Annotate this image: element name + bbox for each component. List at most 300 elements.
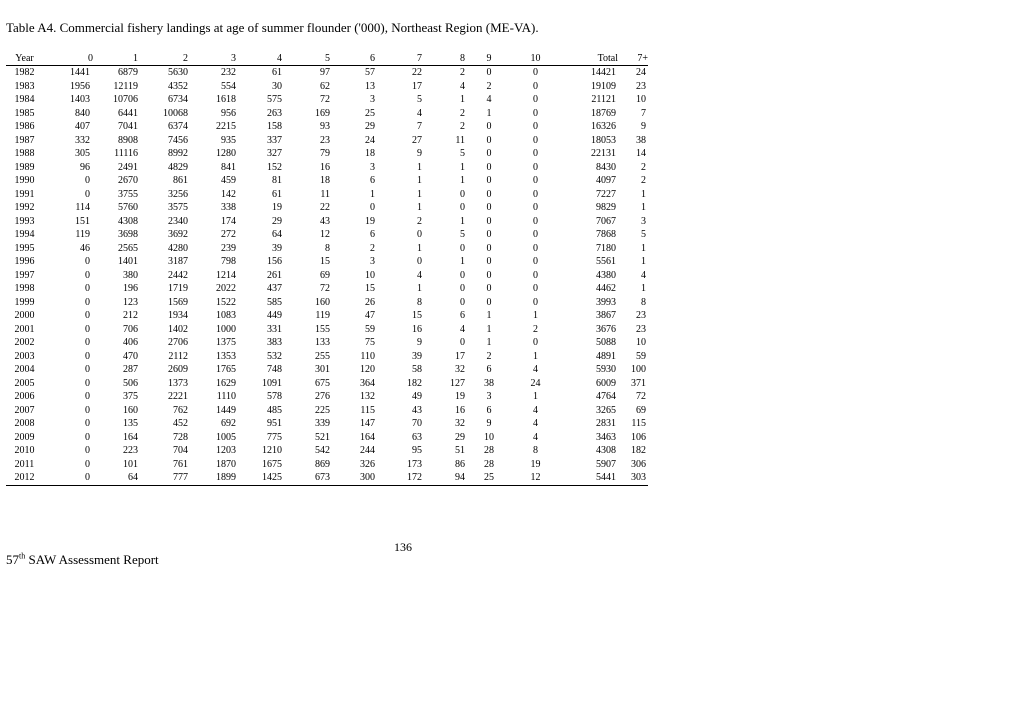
cell-c6: 29	[365, 121, 375, 132]
cell-c5: 673	[282, 471, 330, 485]
cell-c5: 542	[315, 445, 330, 456]
cell-c8: 5	[460, 148, 465, 159]
cell-c6: 164	[360, 431, 375, 443]
cell-c7: 5	[417, 94, 422, 105]
cell-c3: 232	[221, 67, 236, 78]
cell-c8: 32	[455, 418, 465, 429]
cell-c1: 706	[123, 323, 138, 335]
cell-c7p: 1	[641, 188, 646, 200]
cell-c3: 692	[221, 418, 236, 429]
cell-c4: 64	[272, 229, 282, 240]
footer-superscript: th	[19, 551, 26, 561]
cell-year: 2004	[14, 364, 35, 375]
cell-c5: 22	[320, 202, 330, 213]
cell-year: 1994	[14, 229, 35, 240]
cell-c6: 6	[370, 175, 375, 186]
cell-c0: 0	[85, 350, 90, 362]
cell-c9: 1	[486, 310, 492, 321]
cell-c10: 0	[533, 121, 538, 132]
cell-c9: 0	[486, 215, 492, 227]
cell-c9: 3	[486, 391, 492, 402]
cell-c6: 147	[360, 418, 375, 429]
cell-c10: 24	[530, 377, 541, 389]
cell-year: 1982	[14, 67, 35, 78]
cell-year: 2008	[14, 418, 35, 429]
cell-total: 4097	[596, 175, 616, 186]
cell-c7: 172	[375, 471, 422, 485]
cell-c10: 0	[533, 107, 538, 119]
cell-c5: 225	[315, 404, 330, 416]
cell-c8: 1	[460, 175, 465, 186]
cell-c10: 0	[533, 148, 538, 159]
cell-c6: 1	[370, 188, 375, 200]
cell-c3: 272	[221, 229, 236, 240]
cell-c8: 2	[460, 107, 465, 119]
cell-c9: 0	[486, 175, 492, 186]
cell-c7: 9	[417, 148, 422, 159]
cell-c10: 0	[533, 242, 538, 254]
cell-c5: 301	[315, 364, 330, 375]
cell-c7: 1	[417, 242, 422, 254]
cell-c0: 0	[85, 188, 90, 200]
cell-c2: 2442	[168, 269, 188, 281]
cell-c5: 521	[315, 431, 330, 443]
cell-c2: 3256	[168, 188, 188, 200]
cell-c6: 2	[370, 242, 375, 254]
cell-total: 4308	[596, 445, 616, 456]
cell-year: 1986	[14, 121, 35, 132]
cell-c7: 0	[417, 256, 422, 267]
table-row	[6, 201, 648, 215]
cell-c2: 7456	[168, 134, 188, 146]
cell-c4: 578	[267, 391, 282, 402]
cell-c4: 29	[272, 215, 282, 227]
cell-c3: 956	[221, 107, 236, 119]
cell-c9: 6	[486, 364, 492, 375]
cell-c2: 2706	[168, 337, 188, 348]
cell-c5: 62	[320, 80, 330, 92]
cell-c10: 4	[533, 418, 538, 429]
cell-c5: 169	[315, 107, 330, 119]
cell-c1: 7041	[118, 121, 138, 132]
cell-c4: 261	[267, 269, 282, 281]
cell-c1: 11116	[114, 148, 138, 159]
cell-c1: 406	[123, 337, 138, 348]
cell-c8: 16	[455, 404, 465, 416]
cell-c9: 0	[486, 134, 492, 146]
cell-c0: 0	[85, 404, 90, 416]
cell-c2: 777	[138, 471, 188, 485]
cell-c0: 0	[85, 323, 90, 335]
cell-c2: 1373	[168, 377, 188, 389]
cell-c7: 58	[412, 364, 422, 375]
cell-c8: 2	[460, 67, 465, 78]
footer-number: 57	[6, 552, 19, 567]
cell-c10: 19	[530, 458, 541, 470]
cell-c3: 1214	[216, 269, 236, 281]
cell-year: 2012	[6, 471, 43, 485]
cell-c0: 0	[85, 296, 90, 308]
cell-total: 4891	[596, 350, 616, 362]
cell-c7: 4	[417, 107, 422, 119]
cell-c1: 64	[93, 471, 138, 485]
cell-c8: 1	[460, 215, 465, 227]
cell-c5: 155	[315, 323, 330, 335]
cell-c7p: 10	[636, 94, 646, 105]
cell-c3: 1005	[216, 431, 236, 443]
cell-c6: 59	[365, 323, 375, 335]
cell-c10: 0	[533, 94, 538, 105]
table-row	[6, 296, 648, 310]
cell-total: 4380	[596, 269, 616, 281]
cell-c0: 0	[43, 471, 93, 485]
cell-c2: 728	[173, 431, 188, 443]
table-row	[6, 282, 648, 296]
cell-c4: 331	[267, 323, 282, 335]
cell-c5: 79	[320, 148, 330, 159]
cell-c6: 19	[365, 215, 375, 227]
cell-c9: 4	[486, 94, 492, 105]
cell-c10: 0	[533, 80, 538, 92]
table-row	[6, 255, 648, 269]
cell-c9: 6	[486, 404, 492, 416]
cell-c6: 132	[360, 391, 375, 402]
cell-total: 3676	[596, 323, 616, 335]
cell-c2: 761	[173, 458, 188, 470]
cell-c1: 470	[123, 350, 138, 362]
cell-c9: 0	[486, 121, 492, 132]
cell-year: 1995	[14, 242, 35, 254]
cell-c1: 12119	[113, 80, 138, 92]
cell-c0: 1956	[70, 80, 90, 92]
cell-c7p: 1	[641, 242, 646, 254]
cell-c7p: 10	[636, 337, 646, 348]
cell-c9: 28	[484, 445, 494, 456]
cell-c9: 0	[486, 242, 492, 254]
cell-total: 7868	[596, 229, 616, 240]
cell-year: 2006	[14, 391, 35, 402]
cell-c1: 8908	[118, 134, 138, 146]
cell-c1: 101	[123, 458, 138, 470]
cell-year: 1987	[14, 134, 35, 146]
cell-year: 2000	[14, 310, 35, 321]
cell-c4: 61	[272, 67, 282, 78]
column-header-c5: 5	[282, 53, 330, 66]
cell-c1: 223	[123, 445, 138, 456]
cell-c8: 0	[460, 283, 465, 294]
cell-c5: 16	[320, 161, 330, 173]
cell-total: 8430	[596, 161, 616, 173]
cell-c5: 43	[320, 215, 330, 227]
cell-c9: 0	[486, 202, 492, 213]
cell-c8: 0	[460, 202, 465, 213]
cell-c7: 1	[417, 188, 422, 200]
cell-c6: 26	[365, 296, 375, 308]
cell-c1: 3698	[118, 229, 138, 240]
cell-c4: 1675	[262, 458, 282, 470]
cell-c7p: 7	[641, 107, 646, 119]
cell-c8: 29	[455, 431, 465, 443]
cell-c7: 8	[417, 296, 422, 308]
column-header-total: Total	[558, 53, 618, 66]
cell-c10: 0	[533, 134, 538, 146]
cell-c3: 1449	[216, 404, 236, 416]
cell-year: 2010	[14, 445, 35, 456]
cell-c7: 70	[412, 418, 422, 429]
table-row	[6, 431, 648, 445]
cell-c0: 0	[85, 391, 90, 402]
cell-c6: 300	[330, 471, 375, 485]
cell-c1: 2670	[118, 175, 138, 186]
table-row	[6, 188, 648, 202]
cell-c7: 1	[417, 283, 422, 294]
cell-year: 1999	[14, 296, 35, 308]
cell-c10: 0	[533, 188, 538, 200]
table-row	[6, 336, 648, 350]
table-row	[6, 107, 648, 121]
column-header-c8: 8	[422, 53, 465, 66]
cell-c5: 93	[320, 121, 330, 132]
column-header-c1: 1	[93, 53, 138, 66]
cell-c9: 0	[486, 256, 492, 267]
cell-c10: 0	[533, 202, 538, 213]
cell-c9: 1	[486, 107, 492, 119]
cell-c10: 0	[533, 67, 538, 78]
cell-c8: 1	[460, 94, 465, 105]
cell-year: 1990	[14, 175, 35, 186]
column-header-year: Year	[6, 53, 43, 66]
cell-c3: 1203	[216, 445, 236, 456]
cell-c0: 114	[75, 202, 90, 213]
cell-c4: 532	[267, 350, 282, 362]
table-row	[6, 269, 648, 283]
cell-c8: 4	[460, 323, 465, 335]
cell-c2: 762	[173, 404, 188, 416]
cell-c6: 3	[370, 161, 375, 173]
cell-c10: 4	[533, 431, 538, 443]
cell-c7p: 23	[636, 310, 646, 321]
table-row	[6, 161, 648, 175]
cell-c4: 575	[267, 94, 282, 105]
cell-c5: 23	[320, 134, 330, 146]
landings-at-age-table	[6, 53, 648, 486]
cell-c8: 6	[460, 310, 465, 321]
table-body	[6, 66, 648, 486]
cell-c7p: 38	[636, 134, 646, 146]
column-header-c7: 7	[375, 53, 422, 66]
table-row	[6, 458, 648, 472]
cell-c7: 39	[412, 350, 422, 362]
cell-total: 19109	[591, 80, 616, 92]
cell-c8: 17	[455, 350, 465, 362]
cell-total: 2831	[596, 418, 616, 429]
cell-c4: 152	[267, 161, 282, 173]
cell-c2: 861	[173, 175, 188, 186]
cell-c0: 1403	[70, 94, 90, 105]
cell-c7: 22	[412, 67, 422, 78]
cell-c5: 18	[320, 175, 330, 186]
cell-c3: 1280	[216, 148, 236, 159]
cell-c8: 127	[450, 377, 465, 389]
cell-c6: 3	[370, 94, 375, 105]
footer-title: SAW Assessment Report	[25, 552, 159, 567]
column-header-c2: 2	[138, 53, 188, 66]
table-row	[6, 404, 648, 418]
cell-c8: 1	[460, 161, 465, 173]
cell-c7p: 2	[641, 161, 646, 173]
cell-c5: 255	[315, 350, 330, 362]
cell-c2: 3692	[168, 229, 188, 240]
cell-total: 9829	[596, 202, 616, 213]
cell-c3: 1629	[216, 377, 236, 389]
cell-c3: 841	[221, 161, 236, 173]
cell-total: 5441	[558, 471, 618, 485]
cell-c7p: 72	[636, 391, 646, 402]
cell-total: 7180	[596, 242, 616, 254]
table-row	[6, 323, 648, 337]
table-row	[6, 363, 648, 377]
cell-c10: 1	[533, 391, 538, 402]
cell-c6: 75	[365, 337, 375, 348]
cell-c1: 506	[123, 377, 138, 389]
cell-year: 1992	[14, 202, 35, 213]
cell-c0: 0	[85, 175, 90, 186]
cell-c4: 337	[267, 134, 282, 146]
cell-c6: 244	[360, 445, 375, 456]
table-row	[6, 377, 648, 391]
cell-c3: 1522	[216, 296, 236, 308]
cell-c10: 0	[533, 283, 538, 294]
cell-c3: 459	[221, 175, 236, 186]
table-row	[6, 215, 648, 229]
cell-c6: 47	[365, 310, 375, 321]
cell-c7p: 115	[631, 418, 646, 429]
cell-c1: 5760	[118, 202, 138, 213]
cell-c3: 142	[221, 188, 236, 200]
cell-c7: 0	[417, 229, 422, 240]
cell-c8: 0	[460, 242, 465, 254]
cell-c7p: 59	[636, 350, 646, 362]
cell-c1: 135	[123, 418, 138, 429]
cell-c2: 4829	[168, 161, 188, 173]
cell-c6: 25	[365, 107, 375, 119]
cell-c5: 72	[320, 94, 330, 105]
cell-c7: 49	[412, 391, 422, 402]
cell-total: 16326	[591, 121, 616, 132]
cell-year: 2003	[14, 350, 35, 362]
cell-total: 6009	[596, 377, 616, 389]
cell-year: 2011	[14, 458, 35, 470]
cell-c8: 4	[460, 80, 465, 92]
cell-c5: 276	[315, 391, 330, 402]
table-row	[6, 417, 648, 431]
cell-c7: 1	[417, 202, 422, 213]
cell-c7p: 23	[636, 80, 646, 92]
cell-c10: 0	[533, 229, 538, 240]
cell-c0: 0	[85, 377, 90, 389]
cell-c7: 7	[417, 121, 422, 132]
cell-c1: 123	[123, 296, 138, 308]
cell-c10: 0	[533, 161, 538, 173]
cell-c9: 0	[486, 161, 492, 173]
cell-c10: 1	[533, 310, 538, 321]
cell-c4: 158	[267, 121, 282, 132]
cell-c6: 18	[365, 148, 375, 159]
cell-c6: 57	[365, 67, 375, 78]
cell-c10: 0	[533, 175, 538, 186]
cell-c3: 1618	[216, 94, 236, 105]
cell-c7: 9	[417, 337, 422, 348]
cell-c3: 1899	[188, 471, 236, 485]
cell-c3: 798	[221, 256, 236, 267]
cell-c9: 0	[486, 296, 492, 308]
cell-c7: 2	[417, 215, 422, 227]
cell-c4: 437	[267, 283, 282, 294]
cell-c1: 164	[123, 431, 138, 443]
cell-c7p: 14	[636, 148, 646, 159]
cell-c4: 775	[267, 431, 282, 443]
cell-c5: 133	[315, 337, 330, 348]
cell-c7p: 371	[631, 377, 646, 389]
cell-c1: 6879	[118, 67, 138, 78]
cell-total: 5907	[596, 458, 616, 470]
cell-year: 1991	[14, 188, 35, 200]
cell-c0: 332	[75, 134, 90, 146]
cell-c9: 2	[486, 350, 492, 362]
cell-c9: 38	[484, 377, 494, 389]
cell-c8: 0	[460, 269, 465, 281]
cell-c8: 1	[460, 256, 465, 267]
cell-c2: 1719	[168, 283, 188, 294]
cell-total: 14421	[591, 67, 616, 78]
cell-year: 1996	[14, 256, 35, 267]
cell-c3: 174	[221, 215, 236, 227]
cell-c2: 6734	[168, 94, 188, 105]
cell-c2: 2609	[168, 364, 188, 375]
cell-c4: 30	[272, 80, 282, 92]
cell-c7p: 23	[636, 323, 646, 335]
cell-c10: 0	[533, 256, 538, 267]
cell-c9: 1	[486, 323, 492, 335]
cell-c0: 96	[80, 161, 90, 173]
cell-c0: 119	[75, 229, 90, 240]
cell-c4: 19	[272, 202, 282, 213]
cell-c9: 25	[465, 471, 513, 485]
cell-c9: 0	[486, 188, 492, 200]
table-row	[6, 66, 648, 80]
cell-c4: 1210	[262, 445, 282, 456]
cell-c6: 0	[370, 202, 375, 213]
cell-c4: 39	[272, 242, 282, 254]
cell-c10: 0	[533, 215, 538, 227]
column-header-c6: 6	[330, 53, 375, 66]
cell-c3: 554	[221, 80, 236, 92]
cell-c2: 704	[173, 445, 188, 456]
cell-c7: 173	[407, 458, 422, 470]
cell-c5: 160	[315, 296, 330, 308]
cell-c9: 0	[486, 283, 492, 294]
cell-c2: 8992	[168, 148, 188, 159]
cell-c3: 2022	[216, 283, 236, 294]
cell-c0: 0	[85, 364, 90, 375]
cell-c6: 24	[365, 134, 375, 146]
cell-c2: 1569	[168, 296, 188, 308]
cell-year: 1993	[14, 215, 35, 227]
cell-c7: 1	[417, 161, 422, 173]
cell-c2: 5630	[168, 67, 188, 78]
cell-c0: 151	[75, 215, 90, 227]
cell-c4: 383	[267, 337, 282, 348]
